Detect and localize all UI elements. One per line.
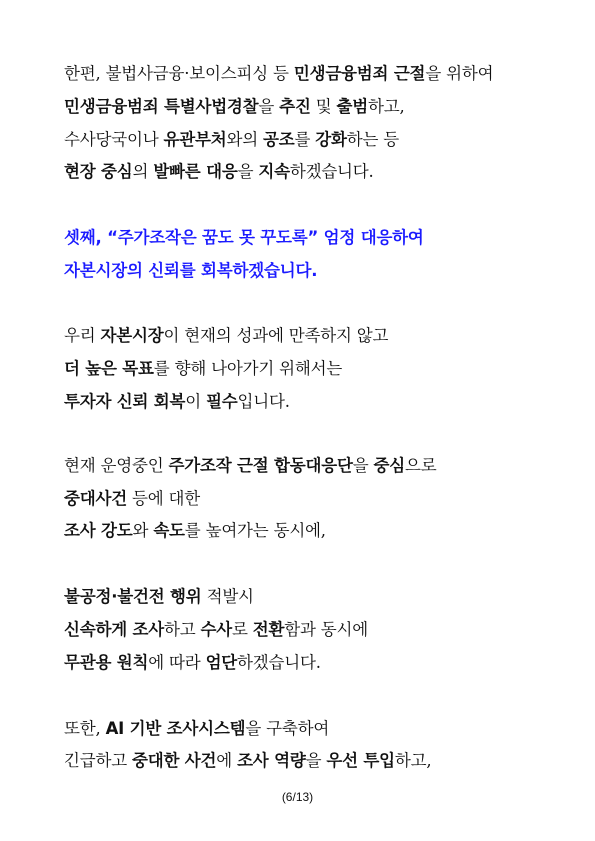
bold-text: 추진 xyxy=(279,97,311,116)
text-line xyxy=(64,620,564,640)
plain-text: 을 xyxy=(258,97,280,116)
plain-text: 하고 xyxy=(163,620,201,639)
bold-text: 중대한 사건 xyxy=(132,751,217,770)
plain-text: 와 xyxy=(132,521,154,540)
text-line xyxy=(64,261,564,281)
bold-text: 수사 xyxy=(200,620,232,639)
bold-text: 투자자 신뢰 회복 xyxy=(64,392,186,411)
bold-text: 신속하게 조사 xyxy=(64,620,164,639)
text-line xyxy=(64,97,564,117)
bold-text: 유관부처 xyxy=(163,130,227,149)
plain-text: 을 xyxy=(237,162,259,181)
plain-text: 하고, xyxy=(368,97,405,116)
plain-text: 에 따라 xyxy=(148,653,206,672)
plain-text: 및 xyxy=(310,97,337,116)
bold-text: 중심 xyxy=(373,456,406,475)
text-line xyxy=(64,359,564,379)
text-line xyxy=(64,521,564,541)
page-number: (6/13) xyxy=(281,790,314,804)
text-line xyxy=(64,326,564,346)
text-line xyxy=(64,392,564,412)
bold-text: 우선 투입 xyxy=(326,751,395,770)
plain-text: 을 위하여 xyxy=(425,64,494,83)
plain-text: 함과 동시에 xyxy=(284,620,369,639)
emphasis-text: 의 xyxy=(126,261,149,280)
plain-text: 또한, xyxy=(64,719,106,738)
text-line xyxy=(64,587,564,607)
plain-text: 현재 운영중인 xyxy=(64,456,169,475)
plain-text: 하고, xyxy=(394,751,432,770)
emphasis-text: 셋째, “주가조작은 꿈도 못 꾸도록” 엄정 대응하여 xyxy=(64,228,424,247)
plain-text: 하겠습니다. xyxy=(289,162,374,181)
text-line xyxy=(64,653,564,673)
plain-text: 등에 대한 xyxy=(126,489,201,508)
plain-text: 를 향해 나아가기 위해서는 xyxy=(153,359,343,378)
bold-text: 조사 강도 xyxy=(64,521,133,540)
bold-text: 엄단 xyxy=(205,653,238,672)
plain-text: 적발시 xyxy=(201,587,254,606)
plain-text: 하는 등 xyxy=(346,130,400,149)
bold-text: 전환 xyxy=(252,620,285,639)
bold-text: AI 기반 조사시스템 xyxy=(105,719,246,738)
plain-text: 를 높여가는 동시에, xyxy=(184,521,326,540)
bold-text: 무관용 원칙 xyxy=(64,653,149,672)
bold-text: 강화 xyxy=(315,130,347,149)
plain-text: 수사당국이나 xyxy=(64,130,164,149)
text-line xyxy=(64,456,564,476)
text-line xyxy=(64,719,564,739)
plain-text: 을 xyxy=(305,751,327,770)
plain-text: 에 xyxy=(216,751,238,770)
bold-text: 주가조작 근절 합동대응단 xyxy=(168,456,353,475)
bold-text: 출범 xyxy=(336,97,369,116)
emphasis-text: 신뢰를 회복하겠습니다. xyxy=(148,261,318,280)
plain-text: 한편, 불법사금융·보이스피싱 등 xyxy=(64,64,294,83)
bold-text: 지속 xyxy=(258,162,290,181)
plain-text: 를 xyxy=(294,130,316,149)
emphasis-text: 자본시장 xyxy=(64,261,127,280)
bold-text: 불공정·불건전 행위 xyxy=(64,587,202,606)
plain-text: 입니다. xyxy=(237,392,290,411)
plain-text: 을 구축하여 xyxy=(245,719,330,738)
plain-text: 긴급하고 xyxy=(64,751,133,770)
text-line xyxy=(64,228,564,248)
text-line xyxy=(64,489,564,509)
text-line xyxy=(64,751,564,771)
plain-text: 이 xyxy=(185,392,207,411)
plain-text: 하겠습니다. xyxy=(237,653,321,672)
bold-text: 민생금융범죄 근절 xyxy=(293,64,426,83)
bold-text: 현장 중심 xyxy=(64,162,133,181)
bold-text: 민생금융범죄 특별사법경찰 xyxy=(64,97,259,116)
bold-text: 더 높은 목표 xyxy=(64,359,154,378)
plain-text: 로 xyxy=(232,620,253,639)
text-line xyxy=(64,162,564,182)
bold-text: 공조 xyxy=(262,130,295,149)
plain-text: 와의 xyxy=(226,130,263,149)
plain-text: 을 xyxy=(352,456,374,475)
plain-text: 이 현재의 성과에 만족하지 않고 xyxy=(163,326,389,345)
bold-text: 자본시장 xyxy=(100,326,164,345)
bold-text: 중대사건 xyxy=(64,489,127,508)
plain-text: 의 xyxy=(132,162,154,181)
bold-text: 속도 xyxy=(153,521,185,540)
text-line xyxy=(64,64,564,84)
bold-text: 조사 역량 xyxy=(237,751,306,770)
bold-text: 발빠른 대응 xyxy=(153,162,238,181)
plain-text: 우리 xyxy=(64,326,101,345)
bold-text: 필수 xyxy=(206,392,238,411)
plain-text: 으로 xyxy=(405,456,437,475)
text-line xyxy=(64,130,564,150)
